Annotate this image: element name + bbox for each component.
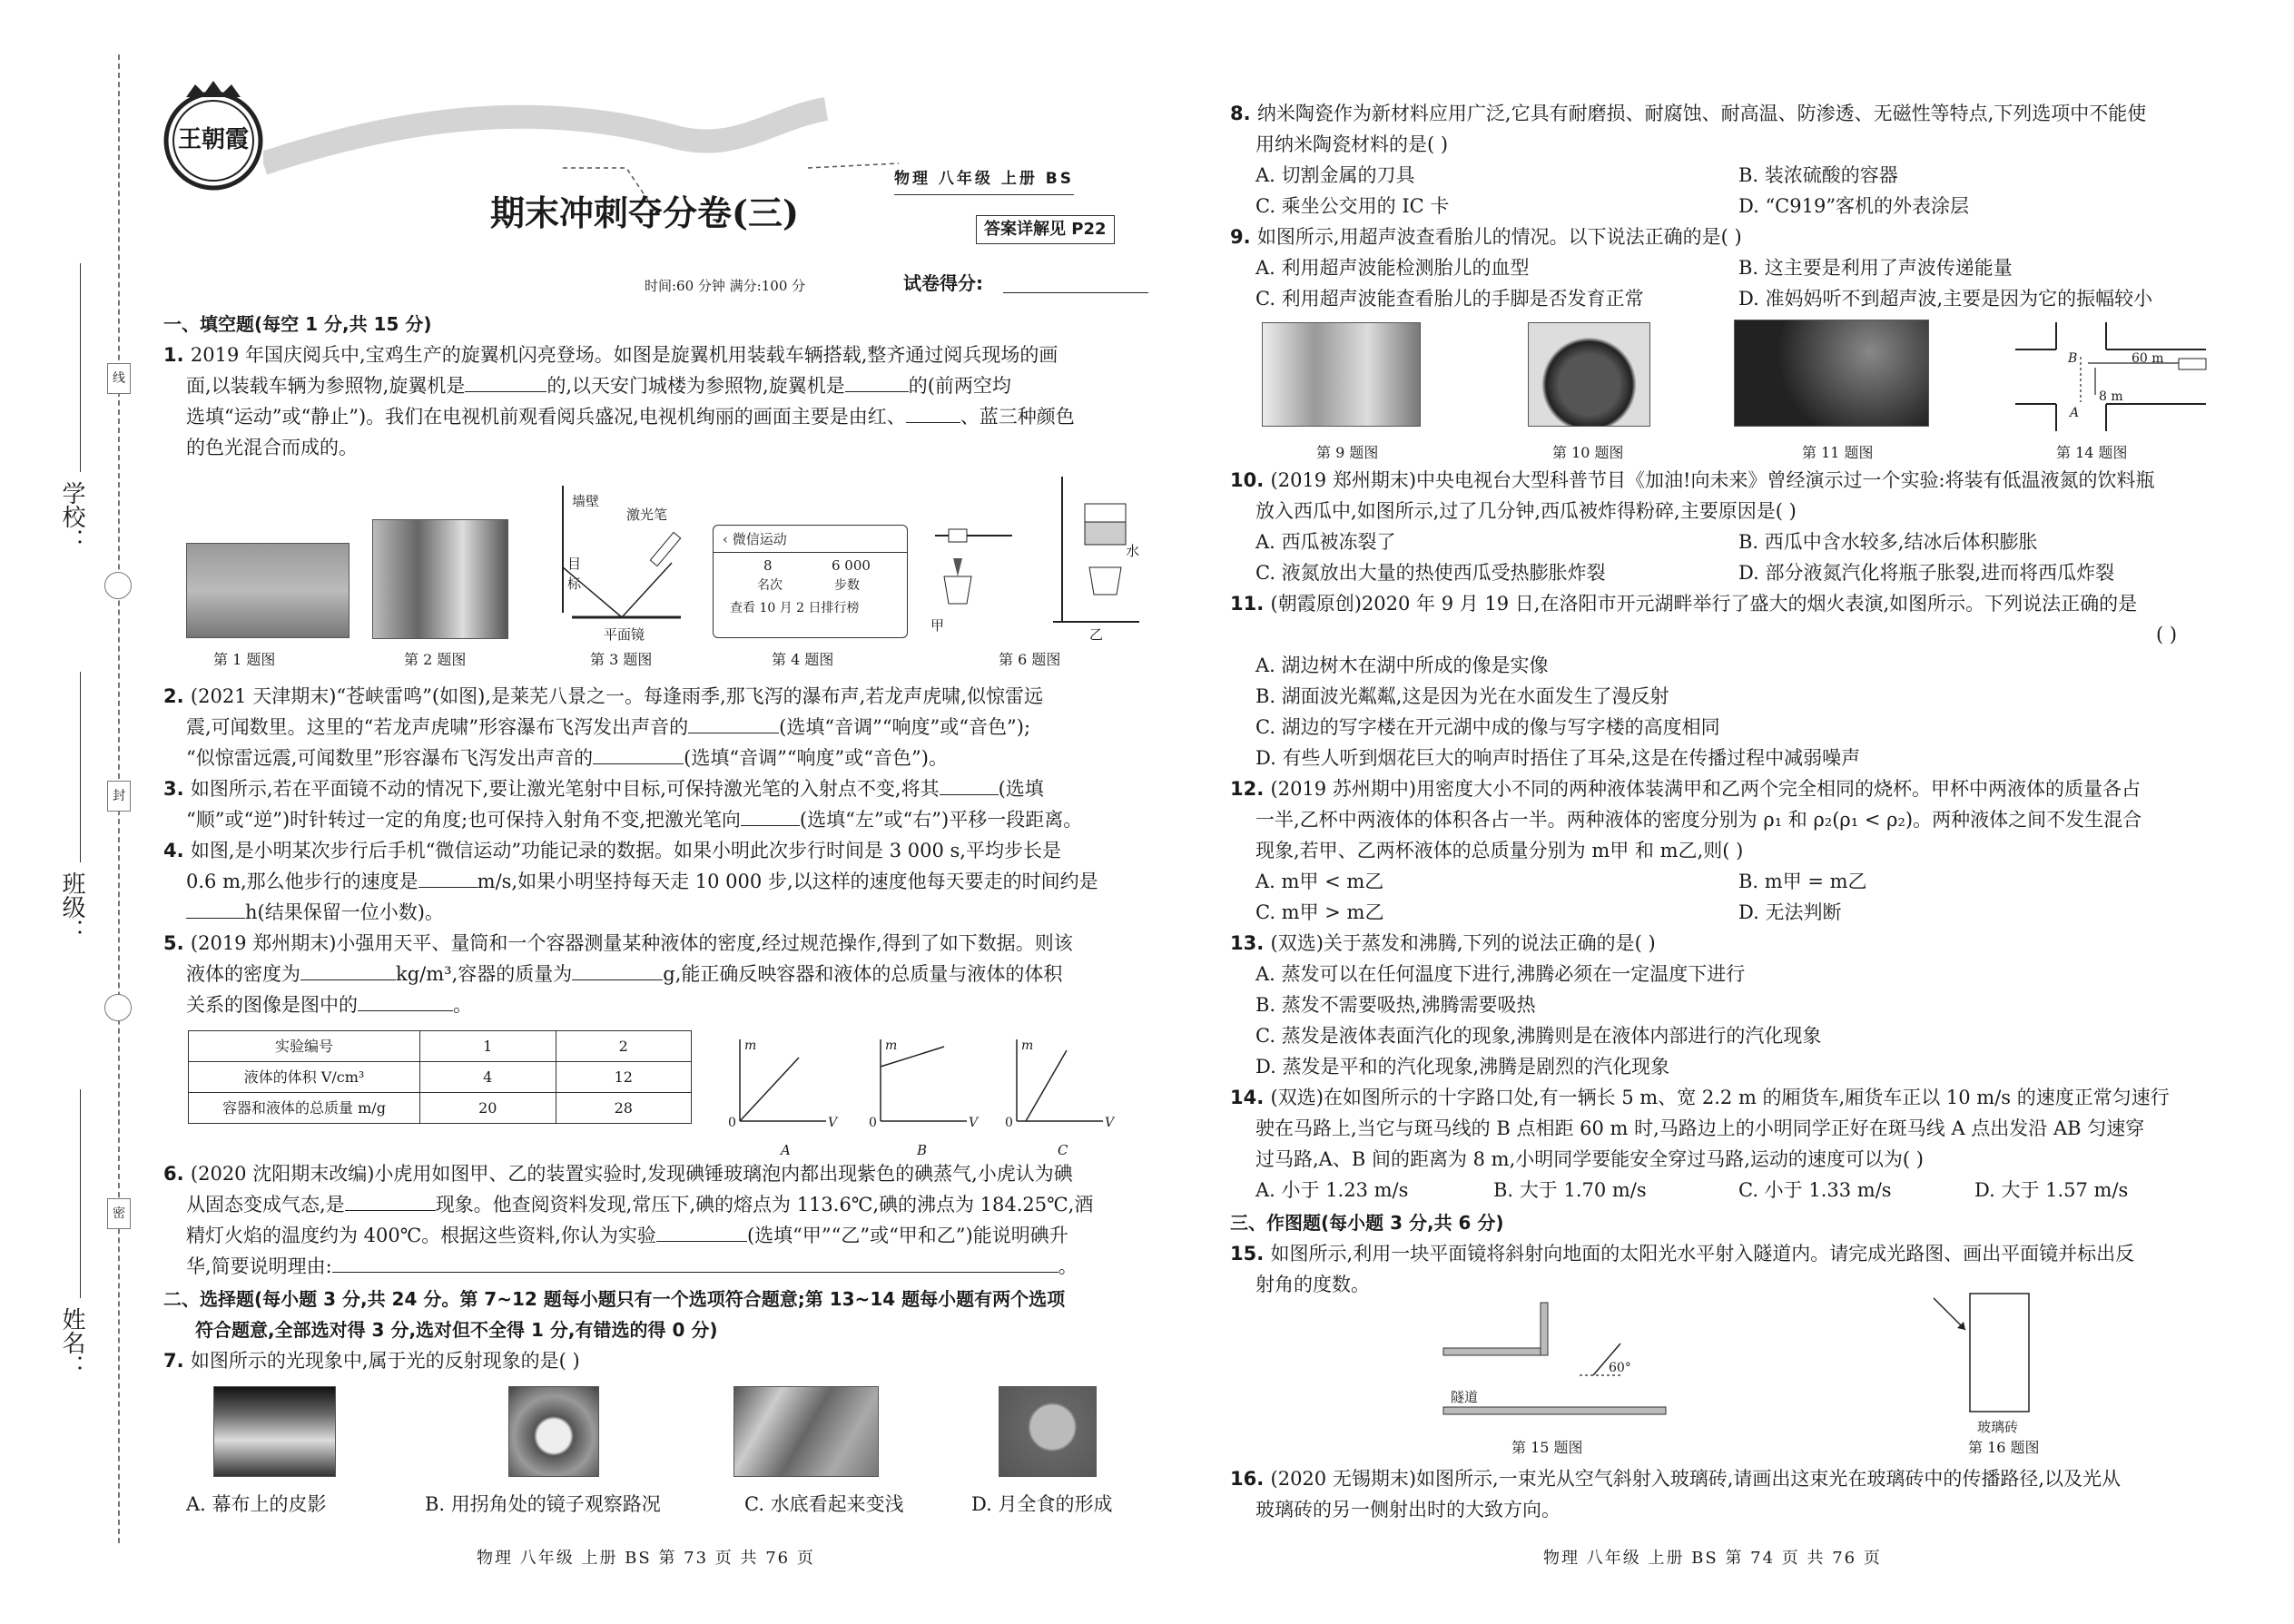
answer-blank[interactable]	[465, 370, 546, 392]
question-14-option-c[interactable]: C. 小于 1.33 m/s	[1738, 1179, 1892, 1201]
figure-3-wall-label: 墙壁	[572, 493, 600, 509]
graph-b-caption: B	[917, 1142, 928, 1158]
graph-c-origin: 0	[1005, 1116, 1013, 1130]
question-9-option-d[interactable]: D. 准妈妈听不到超声波,主要是因为它的振幅较小	[1738, 288, 2153, 310]
figure-16-glass-block-diagram	[1925, 1289, 2061, 1421]
page-title: 期末冲刺夺分卷(三)	[490, 192, 799, 233]
question-10-line2: 放入西瓜中,如图所示,过了几分钟,西瓜被炸得粉碎,主要原因是( )	[1255, 500, 1797, 522]
wechat-rank-value: 8	[763, 557, 773, 574]
binding-tag-line: 线	[107, 363, 131, 394]
answer-blank[interactable]	[572, 959, 663, 980]
table-header-row: 实验编号 1 2	[189, 1031, 692, 1062]
figure-15-tunnel-label: 隧道	[1451, 1389, 1479, 1405]
question-13-option-c[interactable]: C. 蒸发是液体表面汽化的现象,沸腾则是在液体内部进行的汽化现象	[1255, 1025, 1822, 1047]
graph-c-m-label: m	[1021, 1038, 1034, 1053]
answer-blank[interactable]	[656, 1220, 747, 1242]
question-11-option-c[interactable]: C. 湖边的写字楼在开元湖中成的像与写字楼的高度相同	[1255, 716, 1720, 738]
section-drawing-title: 三、作图题(每小题 3 分,共 6 分)	[1230, 1212, 1504, 1234]
figure-14-distance-60m: 60 m	[2132, 351, 2164, 366]
question-12-option-d[interactable]: D. 无法判断	[1738, 901, 1842, 923]
figure-11-fireworks-image	[1734, 320, 1929, 427]
question-1: 1. 2019 年国庆阅兵中,宝鸡生产的旋翼机闪亮登场。如图是旋翼机用装载车辆搭载,整齐通过阅兵现场的画	[163, 344, 1058, 366]
figure-3-diagram	[545, 477, 690, 640]
question-7-corner-mirror-image	[508, 1386, 599, 1477]
question-14-line3: 过马路,A、B 间的距离为 8 m,小明同学要能安全穿过马路,运动的速度可以为( )	[1255, 1148, 1924, 1170]
brand-logo	[154, 77, 272, 195]
question-6-line2: 从固态变成气态,是 现象。他查阅资料发现,常压下,碘的熔点为 113.6℃,碘的沸点为 184.25℃,酒	[186, 1189, 1093, 1220]
question-7: 7. 如图所示的光现象中,属于光的反射现象的是( )	[163, 1350, 580, 1372]
figure-6-iodine-apparatus	[926, 468, 1144, 635]
question-14-option-d[interactable]: D. 大于 1.57 m/s	[1974, 1179, 2129, 1201]
answer-blank[interactable]	[845, 370, 909, 392]
figure-3-target-label: 目标	[567, 556, 582, 592]
question-8-line2: 用纳米陶瓷材料的是( )	[1255, 133, 1449, 155]
answer-blank[interactable]	[593, 743, 684, 764]
figure-2-waterfall-image	[372, 519, 508, 639]
graph-c-v-label: V	[1105, 1116, 1115, 1130]
graph-a-m-label: m	[744, 1038, 757, 1053]
figure-14-point-b: B	[2068, 351, 2078, 366]
question-6-line3: 精灯火焰的温度约为 400℃。根据这些资料,你认为实验 (选填“甲”“乙”或“甲和乙”)能说明碘升	[186, 1220, 1068, 1251]
question-13-option-b[interactable]: B. 蒸发不需要吸热,沸腾需要吸热	[1255, 994, 1536, 1016]
logo-text: 王朝霞	[177, 126, 249, 153]
question-11-option-a[interactable]: A. 湖边树木在湖中所成的像是实像	[1255, 655, 1549, 676]
figure-15-angle-label: 60°	[1609, 1361, 1631, 1375]
table-row: 液体的体积 V/cm³ 4 12	[189, 1062, 692, 1093]
figure-14-distance-8m: 8 m	[2099, 389, 2123, 404]
name-field-line	[80, 1089, 81, 1298]
left-page-footer: 物理 八年级 上册 BS 第 73 页 共 76 页	[477, 1549, 815, 1568]
question-12-line2: 一半,乙杯中两液体的体积各占一半。两种液体的密度分别为 ρ₁ 和 ρ₂(ρ₁ < ρ₂)。两种液体之间不发生混合	[1255, 809, 2142, 831]
binding-hole	[104, 994, 132, 1021]
question-7-option-c[interactable]: C. 水底看起来变浅	[744, 1493, 904, 1515]
graph-b-origin: 0	[869, 1116, 877, 1130]
question-14: 14. (双选)在如图所示的十字路口处,有一辆长 5 m、宽 2.2 m 的厢货车,厢货车正以 10 m/s 的速度正常匀速行	[1230, 1087, 2170, 1108]
right-page-footer: 物理 八年级 上册 BS 第 74 页 共 76 页	[1543, 1549, 1882, 1568]
question-number: 1.	[163, 344, 191, 366]
answer-blank[interactable]	[418, 866, 478, 888]
question-16-line2: 玻璃砖的另一侧射出时的大致方向。	[1255, 1499, 1561, 1521]
score-label: 试卷得分:	[903, 272, 983, 294]
question-9-option-b[interactable]: B. 这主要是利用了声波传递能量	[1738, 257, 2013, 279]
question-7-option-d[interactable]: D. 月全食的形成	[971, 1493, 1113, 1515]
question-5-line3: 关系的图像是图中的 。	[186, 989, 472, 1020]
figure-1-parade-image	[186, 543, 350, 638]
question-5-data-table	[188, 1030, 692, 1124]
wechat-header: ‹ 微信运动	[714, 526, 907, 553]
question-15-line2: 射角的度数。	[1255, 1274, 1370, 1295]
answer-blank[interactable]	[741, 804, 800, 826]
question-7-option-b[interactable]: B. 用拐角处的镜子观察路况	[425, 1493, 661, 1515]
answer-blank[interactable]	[688, 712, 779, 733]
question-16: 16. (2020 无锡期末)如图所示,一束光从空气斜射入玻璃砖,请画出这束光在玻璃砖中的传播路径,以及光从	[1230, 1468, 2122, 1490]
section-choice-title: 二、选择题(每小题 3 分,共 24 分。第 7~12 题每小题只有一个选项符合题意;第 13~14 题每小题有两个选项	[163, 1288, 1066, 1310]
question-8-option-a[interactable]: A. 切割金属的刀具	[1255, 164, 1415, 186]
question-5-line2: 液体的密度为 kg/m³,容器的质量为 g,能正确反映容器和液体的总质量与液体的体积	[186, 959, 1062, 989]
question-1-line4: 的色光混合而成的。	[186, 437, 358, 458]
question-6: 6. (2020 沈阳期末改编)小虎用如图甲、乙的装置实验时,发现碘锤玻璃泡内都出现紫色的碘蒸气,小虎认为碘	[163, 1163, 1073, 1185]
figure-6-caption: 第 6 题图	[999, 651, 1061, 668]
question-10: 10. (2019 郑州期末)中央电视台大型科普节目《加油!向未来》曾经演示过一个实验:将装有低温液氮的饮料瓶	[1230, 469, 2155, 491]
question-11-option-b[interactable]: B. 湖面波光粼粼,这是因为光在水面发生了漫反射	[1255, 685, 1669, 707]
question-12-line3: 现象,若甲、乙两杯液体的总质量分别为 m甲 和 m乙,则( )	[1255, 840, 1744, 861]
question-12-option-a[interactable]: A. m甲 < m乙	[1255, 871, 1384, 892]
figure-6-label-water: 水	[1126, 543, 1140, 559]
question-15: 15. 如图所示,利用一块平面镜将斜射向地面的太阳光水平射入隧道内。请完成光路图、画出平面镜并标出反	[1230, 1243, 2135, 1265]
figure-3-laser-label: 激光笔	[626, 507, 668, 523]
question-11-option-d[interactable]: D. 有些人听到烟花巨大的响声时捂住了耳朵,这是在传播过程中减弱噪声	[1255, 747, 1861, 769]
question-10-option-a[interactable]: A. 西瓜被冻裂了	[1255, 531, 1396, 553]
figure-14-caption: 第 14 题图	[2056, 444, 2128, 461]
question-3: 3. 如图所示,若在平面镜不动的情况下,要让激光笔射中目标,可保持激光笔的入射点不变,将其 (选填	[163, 773, 1044, 804]
question-9-option-a[interactable]: A. 利用超声波能检测胎儿的血型	[1255, 257, 1530, 279]
figure-4-wechat-card	[713, 525, 908, 638]
answer-blank[interactable]	[300, 959, 396, 980]
question-10-option-c[interactable]: C. 液氮放出大量的热使西瓜受热膨胀炸裂	[1255, 562, 1606, 584]
answer-reference: 答案详解见 P22	[976, 215, 1115, 244]
name-label: 姓名：	[58, 1307, 85, 1378]
question-5: 5. (2019 郑州期末)小强用天平、量筒和一个容器测量某种液体的密度,经过规范操作,得到了如下数据。则该	[163, 932, 1073, 954]
figure-9-ultrasound-image	[1262, 322, 1421, 427]
binding-hole	[104, 572, 132, 599]
question-4: 4. 如图,是小明某次步行后手机“微信运动”功能记录的数据。如果小明此次步行时间是 3 000 s,平均步长是	[163, 840, 1061, 861]
question-14-option-b[interactable]: B. 大于 1.70 m/s	[1493, 1179, 1647, 1201]
question-1-line2: 面,以装载车辆为参照物,旋翼机是 的,以天安门城楼为参照物,旋翼机是 的(前两空均	[186, 370, 1011, 401]
question-14-option-a[interactable]: A. 小于 1.23 m/s	[1255, 1179, 1409, 1201]
subject-meta: 物理 八年级 上册 BS	[894, 163, 1074, 195]
graph-a-origin: 0	[728, 1116, 736, 1130]
figure-4-caption: 第 4 题图	[772, 651, 834, 668]
question-13-option-d[interactable]: D. 蒸发是平和的汽化现象,沸腾是剧烈的汽化现象	[1255, 1056, 1670, 1078]
figure-3-mirror-label: 平面镜	[604, 626, 645, 643]
section-choice-title-line2: 符合题意,全部选对得 3 分,选对但不全得 1 分,有错选的得 0 分)	[195, 1319, 718, 1341]
graph-a-v-label: V	[828, 1116, 838, 1130]
question-12-option-b[interactable]: B. m甲 = m乙	[1738, 871, 1867, 892]
question-7-stream-image	[733, 1386, 879, 1477]
school-field-line	[80, 263, 81, 472]
score-field[interactable]	[1003, 292, 1148, 293]
wechat-rank-label: 名次	[757, 578, 783, 593]
figure-1-caption: 第 1 题图	[213, 651, 276, 668]
binding-tag-secret: 密	[107, 1198, 131, 1229]
question-10-option-d[interactable]: D. 部分液氮汽化将瓶子胀裂,进而将西瓜炸裂	[1738, 562, 2115, 584]
figure-9-caption: 第 9 题图	[1316, 444, 1379, 461]
wechat-leaderboard-link[interactable]: 查看 10 月 2 日排行榜	[730, 601, 860, 615]
question-11-paren: ( )	[2156, 624, 2178, 645]
question-14-line2: 驶在马路上,当它与斑马线的 B 点相距 60 m 时,马路边上的小明同学正好在斑马线 A 点出发沿 AB 匀速穿	[1255, 1117, 2145, 1139]
figure-14-crossroad-diagram	[2006, 322, 2215, 431]
back-chevron-icon: ‹	[723, 531, 733, 547]
figure-10-caption: 第 10 题图	[1552, 444, 1624, 461]
question-12-option-c[interactable]: C. m甲 > m乙	[1255, 901, 1384, 923]
figure-2-caption: 第 2 题图	[404, 651, 467, 668]
graph-c-caption: C	[1058, 1142, 1068, 1158]
table-row: 容器和液体的总质量 m/g 20 28	[189, 1093, 692, 1124]
school-label: 学校：	[58, 481, 85, 552]
figure-16-caption: 第 16 题图	[1968, 1439, 2040, 1456]
question-8-option-b[interactable]: B. 装浓硫酸的容器	[1738, 164, 1898, 186]
figure-15-caption: 第 15 题图	[1511, 1439, 1583, 1456]
figure-6-label-yi: 乙	[1089, 626, 1104, 643]
figure-11-caption: 第 11 题图	[1802, 444, 1874, 461]
question-6-line4: 华,简要说明理由: 。	[186, 1251, 1078, 1282]
graph-b-m-label: m	[885, 1038, 898, 1053]
question-1-line3: 选填“运动”或“静止”)。我们在电视机前观看阅兵盛况,电视机绚丽的画面主要是由红、 、蓝三种颜色	[186, 401, 1075, 432]
question-7-option-a[interactable]: A. 幕布上的皮影	[186, 1493, 327, 1515]
question-2-line3: “似惊雷远震,可闻数里”形容瀑布飞泻发出声音的 (选填“音调”“响度”或“音色”)。	[186, 743, 948, 773]
question-7-shadow-puppet-image	[213, 1386, 336, 1477]
question-2-line2: 震,可闻数里。这里的“若龙声虎啸”形容瀑布飞泻发出声音的 (选填“音调”“响度”或“音色”);	[186, 712, 1030, 743]
question-4-line3: h(结果保留一位小数)。	[186, 897, 444, 928]
time-and-score-info: 时间:60 分钟 满分:100 分	[645, 278, 806, 294]
answer-blank[interactable]	[940, 773, 999, 795]
question-9: 9. 如图所示,用超声波查看胎儿的情况。以下说法正确的是( )	[1230, 226, 1742, 248]
graph-a-caption: A	[781, 1142, 791, 1158]
question-11: 11. (朝霞原创)2020 年 9 月 19 日,在洛阳市开元湖畔举行了盛大的烟火表演,如图所示。下列说法正确的是	[1230, 593, 2138, 615]
question-13-option-a[interactable]: A. 蒸发可以在任何温度下进行,沸腾必须在一定温度下进行	[1255, 963, 1746, 985]
question-8-option-c[interactable]: C. 乘坐公交用的 IC 卡	[1255, 195, 1450, 217]
figure-16-glass-label: 玻璃砖	[1977, 1419, 2019, 1435]
answer-blank[interactable]	[906, 401, 960, 423]
answer-blank[interactable]	[186, 897, 245, 919]
answer-blank[interactable]	[332, 1251, 1058, 1273]
wechat-steps-value: 6 000	[832, 557, 871, 574]
answer-blank[interactable]	[358, 989, 453, 1011]
figure-14-point-a: A	[2070, 406, 2080, 420]
figure-10-watermelon-image	[1528, 322, 1650, 427]
binding-tag-seal: 封	[107, 781, 131, 812]
question-12: 12. (2019 苏州期中)用密度大小不同的两种液体装满甲和乙两个完全相同的烧杯。甲杯中两液体的质量各占	[1230, 778, 2141, 800]
question-2: 2. (2021 天津期末)“苍峡雷鸣”(如图),是莱芜八景之一。每逢雨季,那飞泻的瀑布声,若龙声虎啸,似惊雷远	[163, 685, 1043, 707]
question-3-line2: “顺”或“逆”)时针转过一定的角度;也可保持入射角不变,把激光笔向 (选填“左”或“右”)平移一段距离。	[186, 804, 1082, 835]
question-8: 8. 纳米陶瓷作为新材料应用广泛,它具有耐磨损、耐腐蚀、耐高温、防渗透、无磁性等特点,下列选项中不能使	[1230, 103, 2147, 124]
question-10-option-b[interactable]: B. 西瓜中含水较多,结冰后体积膨胀	[1738, 531, 2038, 553]
question-4-line2: 0.6 m,那么他步行的速度是 m/s,如果小明坚持每天走 10 000 步,以这样的速度他每天要走的时间约是	[186, 866, 1098, 897]
answer-blank[interactable]	[345, 1189, 436, 1211]
question-8-option-d[interactable]: D. “C919”客机的外表涂层	[1738, 195, 1970, 217]
wechat-steps-label: 步数	[834, 578, 860, 593]
question-13: 13. (双选)关于蒸发和沸腾,下列的说法正确的是( )	[1230, 932, 1656, 954]
binding-margin	[0, 0, 159, 1624]
question-9-option-c[interactable]: C. 利用超声波能查看胎儿的手脚是否发育正常	[1255, 288, 1644, 310]
class-label: 班级：	[58, 871, 85, 942]
class-field-line	[80, 672, 81, 862]
question-7-eclipse-image	[999, 1386, 1097, 1477]
figure-3-caption: 第 3 题图	[590, 651, 653, 668]
figure-6-label-jia: 甲	[930, 617, 945, 634]
section-fill-in-title: 一、填空题(每空 1 分,共 15 分)	[163, 313, 432, 335]
graph-b-v-label: V	[969, 1116, 979, 1130]
